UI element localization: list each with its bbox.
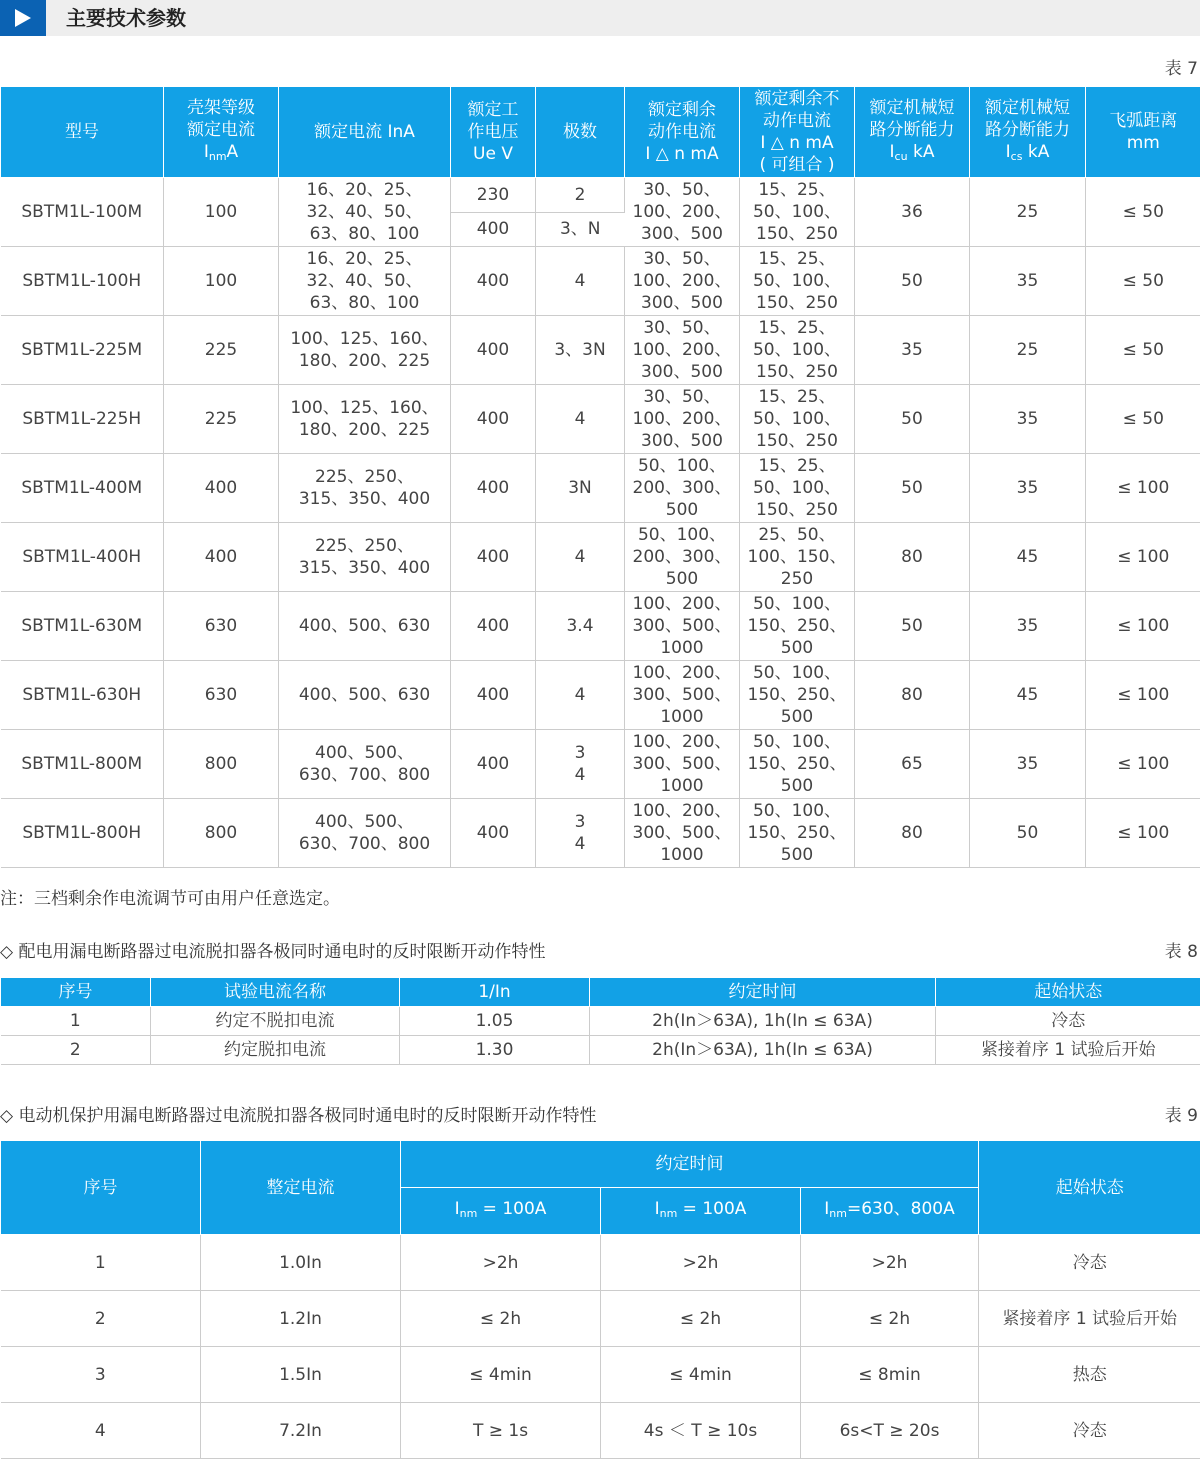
cell-ratio: 1.05 (400, 1007, 590, 1036)
th-state: 起始状态 (936, 978, 1200, 1007)
cell-ics: 45 (970, 523, 1086, 592)
cell-seq: 3 (1, 1347, 201, 1403)
cell-voltage: 230 (451, 178, 536, 213)
th-setting: 整定电流 (201, 1141, 401, 1235)
cell-nonop: 15、25、 50、100、 150、250 (740, 178, 855, 247)
cell-icu: 65 (855, 730, 970, 799)
cell-nonop: 50、100、 150、250、 500 (740, 799, 855, 868)
cell-model: SBTM1L-400H (1, 523, 164, 592)
cell-ics: 35 (970, 730, 1086, 799)
cell-residual: 100、200、 300、500、 1000 (625, 661, 740, 730)
cell-time-1: >2h (401, 1235, 601, 1291)
cell-model: SBTM1L-630M (1, 592, 164, 661)
th-time-sub3: $I_{nm}=630$、800A (801, 1188, 979, 1235)
cell-poles: 3N (536, 454, 625, 523)
table-row (1, 1235, 1200, 1291)
cell-time: 2h(In＞63A), 1h(In ≤ 63A) (590, 1007, 936, 1036)
cell-frame: 400 (164, 523, 279, 592)
cell-state: 紧接着序 1 试验后开始 (979, 1291, 1200, 1347)
table-row (1, 799, 1200, 868)
cell-current: 225、250、 315、350、400 (279, 454, 451, 523)
cell-voltage: 400 (451, 523, 536, 592)
cell-icu: 36 (855, 178, 970, 247)
cell-ics: 50 (970, 799, 1086, 868)
th-state: 起始状态 (979, 1141, 1200, 1235)
table7-note: 注：三档剩余作电流调节可由用户任意选定。 (0, 884, 340, 909)
cell-frame: 100 (164, 178, 279, 247)
cell-voltage: 400 (451, 799, 536, 868)
cell-model: SBTM1L-400M (1, 454, 164, 523)
cell-frame: 630 (164, 592, 279, 661)
table-row (1, 178, 1200, 213)
cell-icu: 50 (855, 247, 970, 316)
cell-nonop: 15、25、 50、100、 150、250 (740, 385, 855, 454)
cell-poles: 3 4 (536, 730, 625, 799)
cell-current: 400、500、630 (279, 661, 451, 730)
cell-frame: 630 (164, 661, 279, 730)
cell-current: 100、125、160、 180、200、225 (279, 316, 451, 385)
table-row (1, 523, 1200, 592)
th-icu: 额定机械短 路分断能力 $I_{cu}$ kA (855, 87, 970, 178)
cell-residual: 30、50、 100、200、 300、500 (625, 385, 740, 454)
cell-residual: 100、200、 300、500、 1000 (625, 799, 740, 868)
cell-residual: 100、200、 300、500、 1000 (625, 730, 740, 799)
cell-test-current: 约定脱扣电流 (151, 1036, 400, 1065)
cell-time-2: ≤ 4min (601, 1347, 801, 1403)
cell-icu: 80 (855, 523, 970, 592)
th-current: 额定电流 InA (279, 87, 451, 178)
cell-time-3: 6s<T ≥ 20s (801, 1403, 979, 1459)
cell-voltage: 400 (451, 247, 536, 316)
cell-icu: 50 (855, 385, 970, 454)
cell-ics: 25 (970, 178, 1086, 247)
cell-ics: 35 (970, 247, 1086, 316)
cell-frame: 225 (164, 385, 279, 454)
th-time: 约定时间 (401, 1141, 979, 1188)
cell-setting: 1.2In (201, 1291, 401, 1347)
cell-model: SBTM1L-100M (1, 178, 164, 247)
cell-time-2: >2h (601, 1235, 801, 1291)
cell-voltage: 400 (451, 592, 536, 661)
cell-seq: 1 (1, 1235, 201, 1291)
cell-time: 2h(In＞63A), 1h(In ≤ 63A) (590, 1036, 936, 1065)
cell-frame: 225 (164, 316, 279, 385)
cell-poles: 3.4 (536, 592, 625, 661)
cell-current: 16、20、25、 32、40、50、 63、80、100 (279, 178, 451, 247)
cell-model: SBTM1L-800M (1, 730, 164, 799)
table9-header-row (1, 1141, 1200, 1188)
cell-icu: 50 (855, 592, 970, 661)
th-test-current: 试验电流名称 (151, 978, 400, 1007)
cell-setting: 7.2In (201, 1403, 401, 1459)
cell-poles: 2 (536, 178, 625, 213)
table-row (1, 1007, 1200, 1036)
cell-residual: 50、100、 200、300、 500 (625, 454, 740, 523)
cell-poles: 4 (536, 523, 625, 592)
cell-arc: ≤ 50 (1086, 178, 1200, 247)
cell-residual: 50、100、 200、300、 500 (625, 523, 740, 592)
cell-state: 冷态 (979, 1235, 1200, 1291)
cell-seq: 2 (1, 1291, 201, 1347)
cell-arc: ≤ 50 (1086, 247, 1200, 316)
cell-arc: ≤ 100 (1086, 592, 1200, 661)
cell-nonop: 15、25、 50、100、 150、250 (740, 454, 855, 523)
cell-voltage: 400 (451, 454, 536, 523)
cell-nonop: 50、100、 150、250、 500 (740, 592, 855, 661)
cell-voltage: 400 (451, 661, 536, 730)
cell-poles: 3 4 (536, 799, 625, 868)
cell-state: 紧接着序 1 试验后开始 (936, 1036, 1200, 1065)
cell-state: 冷态 (936, 1007, 1200, 1036)
cell-time-3: ≤ 8min (801, 1347, 979, 1403)
cell-current: 16、20、25、 32、40、50、 63、80、100 (279, 247, 451, 316)
cell-arc: ≤ 100 (1086, 730, 1200, 799)
table9 (0, 1140, 1200, 1459)
table9-body (1, 1235, 1200, 1459)
cell-frame: 800 (164, 730, 279, 799)
table-row (1, 1347, 1200, 1403)
cell-frame: 100 (164, 247, 279, 316)
table-row (1, 1036, 1200, 1065)
th-seq: 序号 (1, 1141, 201, 1235)
cell-seq: 2 (1, 1036, 151, 1065)
cell-state: 冷态 (979, 1403, 1200, 1459)
cell-ics: 35 (970, 454, 1086, 523)
cell-arc: ≤ 100 (1086, 523, 1200, 592)
cell-nonop: 50、100、 150、250、 500 (740, 661, 855, 730)
table-row (1, 316, 1200, 385)
th-ics: 额定机械短 路分断能力 $I_{cs}$ kA (970, 87, 1086, 178)
cell-icu: 35 (855, 316, 970, 385)
table-row (1, 1291, 1200, 1347)
cell-model: SBTM1L-225H (1, 385, 164, 454)
cell-residual: 30、50、 100、200、 300、500 (625, 178, 740, 247)
th-time-sub2: $I_{nm} = 100A$ (601, 1188, 801, 1235)
th-poles: 极数 (536, 87, 625, 178)
table9-caption: ◇ 电动机保护用漏电断路器过电流脱扣器各极同时通电时的反时限断开动作特性 (0, 1101, 596, 1126)
cell-ratio: 1.30 (400, 1036, 590, 1065)
cell-poles: 3、N (536, 212, 625, 247)
cell-poles: 4 (536, 247, 625, 316)
th-seq: 序号 (1, 978, 151, 1007)
cell-icu: 80 (855, 799, 970, 868)
cell-arc: ≤ 100 (1086, 799, 1200, 868)
table8 (0, 977, 1200, 1065)
th-ratio: 1/In (400, 978, 590, 1007)
table7-header-row (1, 87, 1200, 178)
cell-frame: 800 (164, 799, 279, 868)
cell-residual: 30、50、 100、200、 300、500 (625, 316, 740, 385)
cell-time-3: >2h (801, 1235, 979, 1291)
cell-seq: 1 (1, 1007, 151, 1036)
table9-tag: 表 9 (1165, 1101, 1198, 1126)
cell-arc: ≤ 50 (1086, 385, 1200, 454)
table7 (0, 86, 1200, 868)
cell-model: SBTM1L-100H (1, 247, 164, 316)
section-header (0, 0, 1200, 36)
cell-current: 400、500、630 (279, 592, 451, 661)
table7-tag: 表 7 (1165, 54, 1198, 79)
cell-setting: 1.5In (201, 1347, 401, 1403)
cell-state: 热态 (979, 1347, 1200, 1403)
table8-caption: ◇ 配电用漏电断路器过电流脱扣器各极同时通电时的反时限断开动作特性 (0, 937, 545, 962)
cell-current: 400、500、 630、700、800 (279, 730, 451, 799)
cell-ics: 25 (970, 316, 1086, 385)
table-row (1, 454, 1200, 523)
cell-current: 100、125、160、 180、200、225 (279, 385, 451, 454)
cell-time-1: ≤ 4min (401, 1347, 601, 1403)
cell-voltage: 400 (451, 316, 536, 385)
cell-model: SBTM1L-225M (1, 316, 164, 385)
section-title: 主要技术参数 (66, 0, 186, 36)
cell-setting: 1.0In (201, 1235, 401, 1291)
cell-voltage: 400 (451, 730, 536, 799)
cell-current: 225、250、 315、350、400 (279, 523, 451, 592)
cell-seq: 4 (1, 1403, 201, 1459)
th-voltage: 额定工 作电压 Ue V (451, 87, 536, 178)
cell-model: SBTM1L-800H (1, 799, 164, 868)
table-row (1, 1403, 1200, 1459)
cell-residual: 30、50、 100、200、 300、500 (625, 247, 740, 316)
cell-arc: ≤ 100 (1086, 454, 1200, 523)
cell-frame: 400 (164, 454, 279, 523)
cell-ics: 35 (970, 592, 1086, 661)
cell-current: 400、500、 630、700、800 (279, 799, 451, 868)
cell-icu: 80 (855, 661, 970, 730)
th-frame: 壳架等级 额定电流 $I_{nm}A$ (164, 87, 279, 178)
cell-nonop: 25、50、 100、150、 250 (740, 523, 855, 592)
cell-icu: 50 (855, 454, 970, 523)
cell-time-1: ≤ 2h (401, 1291, 601, 1347)
cell-model: SBTM1L-630H (1, 661, 164, 730)
cell-test-current: 约定不脱扣电流 (151, 1007, 400, 1036)
cell-ics: 35 (970, 385, 1086, 454)
cell-time-2: 4s ＜ T ≥ 10s (601, 1403, 801, 1459)
cell-poles: 3、3N (536, 316, 625, 385)
cell-nonop: 15、25、 50、100、 150、250 (740, 316, 855, 385)
cell-residual: 100、200、 300、500、 1000 (625, 592, 740, 661)
th-arc: 飞弧距离 mm (1086, 87, 1200, 178)
cell-nonop: 50、100、 150、250、 500 (740, 730, 855, 799)
play-arrow-icon (0, 0, 46, 36)
table-row (1, 592, 1200, 661)
table-row (1, 247, 1200, 316)
cell-ics: 45 (970, 661, 1086, 730)
cell-time-2: ≤ 2h (601, 1291, 801, 1347)
cell-poles: 4 (536, 385, 625, 454)
table-row (1, 661, 1200, 730)
cell-arc: ≤ 100 (1086, 661, 1200, 730)
cell-voltage: 400 (451, 212, 536, 247)
cell-time-1: T ≥ 1s (401, 1403, 601, 1459)
th-time: 约定时间 (590, 978, 936, 1007)
th-residual: 额定剩余 动作电流 I △ n mA (625, 87, 740, 178)
cell-nonop: 15、25、 50、100、 150、250 (740, 247, 855, 316)
cell-voltage: 400 (451, 385, 536, 454)
table-row (1, 385, 1200, 454)
cell-poles: 4 (536, 661, 625, 730)
th-time-sub1: $I_{nm} = 100A$ (401, 1188, 601, 1235)
table8-tag: 表 8 (1165, 937, 1198, 962)
table8-header-row (1, 978, 1200, 1007)
table-row (1, 730, 1200, 799)
cell-time-3: ≤ 2h (801, 1291, 979, 1347)
th-nonop: 额定剩余不 动作电流 I △ n mA ( 可组合 ) (740, 87, 855, 178)
cell-arc: ≤ 50 (1086, 316, 1200, 385)
th-model: 型号 (1, 87, 164, 178)
